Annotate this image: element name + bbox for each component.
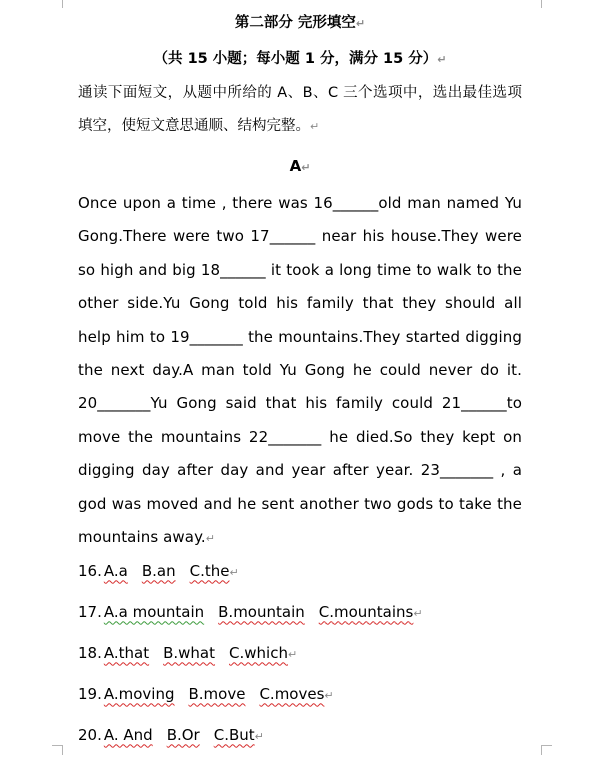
document-body bbox=[78, 10, 522, 766]
answer-option[interactable]: A.that bbox=[103, 644, 150, 663]
answer-option[interactable]: C.But bbox=[213, 726, 255, 745]
answer-option[interactable]: A.moving bbox=[103, 685, 175, 704]
crop-mark-top-right bbox=[541, 0, 542, 8]
paragraph-mark-icon: ↵ bbox=[205, 532, 216, 546]
answer-option[interactable]: B.what bbox=[163, 644, 216, 663]
answer-option[interactable]: C.moves bbox=[259, 685, 325, 704]
answer-option[interactable]: B.an bbox=[141, 562, 176, 581]
section-title-text: 第二部分 完形填空 bbox=[234, 15, 356, 31]
crop-mark-bottom-left-h bbox=[52, 745, 62, 746]
passage-text: Once upon a time , there was 16______old man named Yu Gong.There were two 17______ near his house.They were so high and big 18______ it took a long time to walk to the other side.Yu Gong told his family that they should all help him to 19_______ the mountains.They started digging the next day.A man told Yu Gong he could never do it. 20_______Yu Gong said that his family could 21______to move the mountains 22_______ he died.So they kept on digging day after day and year after year. 23_______ , a god was moved and he sent another two gods to take the mountains away. bbox=[78, 194, 522, 547]
passage bbox=[78, 187, 522, 555]
question-list bbox=[78, 561, 522, 747]
paragraph-mark-icon: ↵ bbox=[355, 17, 366, 30]
section-title bbox=[78, 10, 522, 37]
answer-option[interactable]: C.the bbox=[189, 562, 230, 581]
question-item bbox=[78, 561, 522, 583]
answer-option[interactable]: A.a bbox=[103, 562, 128, 581]
answer-option[interactable]: C.mountains bbox=[318, 603, 414, 622]
question-item bbox=[78, 684, 522, 706]
paragraph-mark-icon: ↵ bbox=[413, 607, 423, 621]
paragraph-mark-icon: ↵ bbox=[301, 161, 311, 174]
question-number: 19. bbox=[78, 685, 102, 704]
paragraph-mark-icon: ↵ bbox=[437, 53, 447, 66]
answer-option[interactable]: C.which bbox=[229, 644, 288, 663]
question-number: 16. bbox=[78, 562, 102, 581]
scoring-text: （共 15 小题；每小题 1 分，满分 15 分） bbox=[153, 51, 438, 67]
question-number: 17. bbox=[78, 603, 102, 622]
answer-option[interactable]: B.mountain bbox=[218, 603, 305, 622]
question-number: 20. bbox=[78, 726, 102, 745]
instructions-text: 通读下面短文，从题中所给的 A、B、C 三个选项中，选出最佳选项填空，使短文意思通顺、结构完整。 bbox=[78, 85, 522, 134]
paragraph-mark-icon: ↵ bbox=[287, 648, 298, 662]
paragraph-mark-icon: ↵ bbox=[324, 689, 334, 703]
answer-option[interactable]: A. And bbox=[103, 726, 153, 745]
question-item bbox=[78, 602, 522, 624]
paragraph-mark-icon: ↵ bbox=[229, 566, 239, 580]
crop-mark-bottom-right-h bbox=[542, 745, 552, 746]
paragraph-mark-icon: ↵ bbox=[310, 120, 320, 133]
crop-mark-bottom-left bbox=[62, 745, 63, 755]
answer-option[interactable]: A.a mountain bbox=[103, 603, 205, 622]
crop-mark-top-left bbox=[62, 0, 63, 8]
passage-label bbox=[78, 153, 522, 181]
paragraph-mark-icon: ↵ bbox=[254, 730, 264, 744]
question-item bbox=[78, 725, 522, 747]
scoring-note bbox=[78, 44, 522, 75]
passage-label-text: A bbox=[289, 157, 302, 175]
answer-option[interactable]: B.Or bbox=[166, 726, 200, 745]
crop-mark-bottom-right bbox=[541, 745, 542, 755]
question-number: 18. bbox=[78, 644, 102, 663]
answer-option[interactable]: B.move bbox=[188, 685, 246, 704]
instructions bbox=[78, 77, 522, 143]
question-item bbox=[78, 643, 522, 665]
